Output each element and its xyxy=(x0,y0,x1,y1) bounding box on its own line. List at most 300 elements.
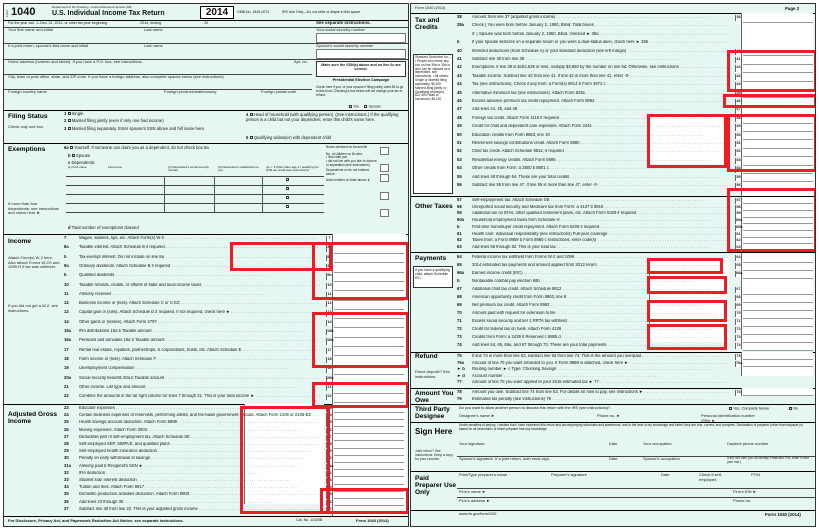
line-number: 61 xyxy=(457,231,462,236)
preparer-title: Paid Preparer Use Only xyxy=(415,475,457,496)
line-number: 64 xyxy=(457,255,462,259)
line-number: 45 xyxy=(457,90,462,95)
form-line xyxy=(457,238,733,244)
amount-input[interactable] xyxy=(743,327,813,335)
line-number: 10 xyxy=(64,282,69,287)
ex-count-box[interactable] xyxy=(380,147,389,155)
exemption-6b[interactable] xyxy=(68,154,268,158)
campaign-title: Presidential Election Campaign xyxy=(332,78,390,82)
line-box-number: 76a xyxy=(735,361,742,367)
amount-input[interactable] xyxy=(743,311,813,319)
dependents-side-note: If more than four dependents, see instructions and check here ► xyxy=(8,201,59,216)
line-box-number: 38 xyxy=(735,15,742,21)
amount-input[interactable] xyxy=(334,471,404,478)
line-box-number: 25 xyxy=(326,420,333,426)
line-label: Credit for child and dependent care expenses. Attach Form 2441 . . . xyxy=(472,124,729,128)
line-box-number: 24 xyxy=(326,413,333,419)
line-label: Alternative minimum tax (see instructions). Attach Form 6251 . . . xyxy=(472,91,729,95)
line-box-number: 67 xyxy=(735,287,742,293)
line-number: b xyxy=(64,254,67,259)
line-box-number: 9b xyxy=(326,273,333,279)
line-label: Health savings account deduction. Attach Form 8889 . . . xyxy=(79,420,320,424)
exemptions-right-notes xyxy=(326,146,378,182)
page2-footer-url: www.irs.gov/form1040 xyxy=(459,512,497,516)
line-number: 42 xyxy=(457,65,462,70)
ex-count-box[interactable] xyxy=(380,164,389,172)
form-1040-page-2 xyxy=(410,3,816,527)
amount-input[interactable] xyxy=(743,303,813,311)
line-label: Penalty on early withdrawal of savings . . . xyxy=(79,456,320,460)
highlight-box xyxy=(320,488,409,514)
line-box-number: 52 xyxy=(735,149,742,155)
fs-label: Married filing separately. Enter spouse's SSN above and full name here. xyxy=(71,126,206,131)
line-number: 55 xyxy=(457,174,462,179)
form-line xyxy=(457,354,733,360)
line-number: 24 xyxy=(64,413,69,418)
fs-checkbox[interactable] xyxy=(250,113,253,116)
page2-header-right: Page 2 xyxy=(785,6,800,11)
line-box-number: 16b xyxy=(326,338,333,344)
highlight-box xyxy=(647,258,723,274)
filing-status-4[interactable] xyxy=(246,112,406,123)
foreign-province-label: Foreign province/state/county xyxy=(164,89,217,94)
third-party-title: Third Party Designee xyxy=(415,406,450,420)
line-box-number: 29 xyxy=(326,449,333,455)
amount-input[interactable] xyxy=(334,442,404,449)
line-number: 40 xyxy=(457,48,462,53)
daytime-phone-label: Daytime phone number xyxy=(727,441,769,446)
line-label: IRA distributions 15a b Taxable amount . . . xyxy=(79,329,320,333)
line-box-number: 43 xyxy=(735,74,742,80)
ex-num: b xyxy=(68,153,71,158)
firm-name-label: Firm's name ► xyxy=(459,489,486,494)
spouse-signature-label: Spouse's signature. If a joint return, both must sign. xyxy=(459,456,551,461)
line-number: 75 xyxy=(457,354,462,358)
line-label: Add lines 23 through 35 . . . xyxy=(79,500,320,504)
amount-input[interactable] xyxy=(743,271,813,279)
line-number: 44 xyxy=(457,82,462,87)
line-label: If your spouse itemizes on a separate return or you were a dual-status alien, check here ► 39b . . . xyxy=(472,40,729,44)
line-label: If line 74 is more than line 63, subtract line 63 from line 74. This is the amount you overpaid . . . xyxy=(472,354,729,358)
spouse-ssn-input[interactable] xyxy=(316,49,406,59)
amount-input[interactable] xyxy=(743,335,813,343)
line-number: 47 xyxy=(457,107,462,112)
ex-count-box[interactable] xyxy=(380,209,389,217)
amount-input[interactable] xyxy=(334,449,404,456)
line-number: 69 xyxy=(457,303,462,307)
ssn-input[interactable] xyxy=(316,33,406,43)
form-line xyxy=(457,211,733,217)
line-box-number: 10 xyxy=(326,283,333,289)
line-box-number: 51 xyxy=(735,141,742,147)
ex-label: Yourself. If someone can claim you as a dependent, do not check box 6a xyxy=(74,145,209,150)
campaign-spouse-checkbox[interactable] xyxy=(364,105,367,108)
address-label: Home address (number and street). If you have a P.O. box, see instructions. xyxy=(8,59,143,64)
preparer-ptin-label: PTIN xyxy=(751,472,761,477)
line-number: 54 xyxy=(457,166,462,171)
dep-checkbox[interactable] xyxy=(286,196,290,200)
amount-input[interactable] xyxy=(334,420,404,427)
form-line xyxy=(457,32,733,38)
line-number: 32 xyxy=(64,470,69,475)
amount-input[interactable] xyxy=(743,255,813,263)
form-line xyxy=(457,23,733,29)
line-label: Self-employed SEP, SIMPLE, and qualified plans . . . xyxy=(79,442,320,446)
line-number: 9a xyxy=(64,263,69,268)
line-box-number: 45 xyxy=(735,91,742,97)
line-box-number: 65 xyxy=(735,263,742,269)
line-number: 59 xyxy=(457,211,462,216)
amount-input[interactable] xyxy=(743,15,813,23)
line-number: 13 xyxy=(64,310,69,315)
line-label: Subtract line 40 from line 38 . . . xyxy=(472,57,729,61)
line-label: Household employment taxes from Schedule H . . . xyxy=(472,218,729,222)
line-label: Moving expenses. Attach Form 3903 . . . xyxy=(79,428,320,432)
spouse-first-label: If a joint return, spouse's first name and initial xyxy=(8,43,89,48)
line-number: 23 xyxy=(64,406,69,410)
line-label: Rental real estate, royalties, partnerships, S corporations, trusts, etc. Attach Schedule E . . . xyxy=(79,348,320,352)
line-number: ► b xyxy=(457,367,465,372)
form-label: Form xyxy=(5,10,9,17)
form-line xyxy=(457,361,733,367)
line-label: Alimony paid b Recipient's SSN ► . . . xyxy=(79,464,320,468)
line-number: 31a xyxy=(64,463,71,468)
right-note: Dependents on 6c not entered above xyxy=(326,168,369,177)
line-box-number: 27 xyxy=(326,435,333,441)
ex-num: c xyxy=(68,160,71,165)
right-note: No. of children on 6c who: xyxy=(326,151,363,156)
form-line xyxy=(457,65,733,71)
line-number: 76a xyxy=(457,360,464,365)
line-label: Business income or (loss). Attach Schedule C or C-EZ . . . xyxy=(79,301,320,305)
fs-checkbox[interactable] xyxy=(250,136,253,139)
dep-checkbox[interactable] xyxy=(286,187,290,191)
line-number: 74 xyxy=(457,343,462,347)
form-line xyxy=(457,183,733,189)
ex-num: 6a xyxy=(64,145,69,150)
line-box-number: 11 xyxy=(326,292,333,298)
line-label: Self-employment tax. Attach Schedule SE . . . xyxy=(472,198,729,202)
line-label: Deductible part of self-employment tax. Attach Schedule SE . . . xyxy=(79,435,320,439)
line-box-number: 8b xyxy=(326,255,333,261)
line-number: 12 xyxy=(64,301,69,306)
filing-status-5[interactable] xyxy=(246,136,406,140)
third-party-question: Do you want to allow another person to discuss this return with the IRS (see instructions)? xyxy=(459,406,611,410)
last-name-label: Last name xyxy=(144,27,163,32)
dep-col: (2) Dependent's social security number xyxy=(168,165,209,172)
line-number: 30 xyxy=(64,456,69,461)
firm-ein-label: Firm's EIN ► xyxy=(733,489,757,494)
payments-side-note: If you have a qualifying child, attach Schedule EIC. xyxy=(413,266,453,288)
line-number: 27 xyxy=(64,434,69,439)
line-number: 49 xyxy=(457,124,462,129)
line-label: Other income. List type and amount . . . xyxy=(79,385,320,389)
ip-pin-label: If the IRS sent you an Identity Protection PIN, enter it here (see inst.) xyxy=(727,456,810,464)
dept-label xyxy=(52,6,202,9)
page2-footer-form: Form 1040 (2014) xyxy=(765,512,801,517)
line-number: 39a xyxy=(457,23,464,28)
dep-checkbox[interactable] xyxy=(286,178,290,182)
amount-input[interactable] xyxy=(334,456,404,463)
form-line xyxy=(457,205,733,211)
sign-date-label: Date xyxy=(609,441,618,446)
amount-input[interactable] xyxy=(743,390,813,396)
line-label: Subtract line 55 from line 47. If line 55 is more than line 47, enter -0- . . . xyxy=(472,183,729,187)
tax-year-line xyxy=(8,22,208,26)
line-number: 34 xyxy=(64,485,69,490)
line-label: Alimony received . . . xyxy=(79,292,320,296)
line-label: Excess social security and tier 1 RRTA tax withheld . . . xyxy=(472,319,729,323)
amount-input[interactable] xyxy=(743,361,813,367)
amount-input[interactable] xyxy=(743,287,813,295)
line-box-number: 18 xyxy=(326,357,333,363)
ex-checkbox[interactable] xyxy=(72,154,75,157)
filing-status-2[interactable] xyxy=(64,119,254,123)
line-number: 19 xyxy=(64,366,69,371)
line-label: Farm income or (loss). Attach Schedule F . . . xyxy=(79,357,320,361)
line-number: 16a xyxy=(64,338,71,343)
line-number: 43 xyxy=(457,73,462,78)
exemptions-title: Exemptions xyxy=(8,146,46,153)
amount-input[interactable] xyxy=(743,263,813,271)
line-box-number: 8a xyxy=(326,245,333,251)
preparer-check-label: Check if self-employed xyxy=(699,472,723,482)
fs-checkbox[interactable] xyxy=(68,119,71,122)
line-label: Other credits from Form: a 3800 b 8801 c . . . xyxy=(472,166,729,170)
line-box-number: 59 xyxy=(735,211,742,217)
form-line xyxy=(64,394,324,400)
amount-input[interactable] xyxy=(743,175,813,183)
form-number-block xyxy=(5,6,36,20)
form-line xyxy=(457,380,733,386)
fs-checkbox[interactable] xyxy=(68,112,71,115)
amount-input[interactable] xyxy=(743,354,813,360)
highlight-box xyxy=(647,324,727,350)
exemption-6d xyxy=(68,226,323,230)
exemption-6a[interactable] xyxy=(64,146,324,150)
line-label: Amount of line 75 you want refunded to you. If Form 8888 is attached, check here ► . . . xyxy=(472,361,729,365)
payments-title: Payments xyxy=(415,255,447,262)
line-box-number: 72 xyxy=(735,327,742,333)
form-line xyxy=(457,82,733,88)
spouse-ssn-label: Spouse's social security number xyxy=(316,43,374,48)
dept-code: (99) xyxy=(126,5,132,9)
line-box-number: 26 xyxy=(326,428,333,434)
campaign-you-checkbox[interactable] xyxy=(349,105,352,108)
filing-status-title: Filing Status xyxy=(8,113,48,120)
amount-input[interactable] xyxy=(334,413,404,420)
amount-input[interactable] xyxy=(334,435,404,442)
filing-status-note: Check only one box. xyxy=(8,124,45,129)
page2-header-left: Form 1040 (2014) xyxy=(415,6,446,10)
dept-text: Department of the Treasury—Internal Revenue Service xyxy=(52,5,126,9)
line-box-number: 28 xyxy=(326,442,333,448)
spouse-date-label: Date xyxy=(609,456,618,461)
line-label: Credits from Form: a 2439 b Reserved c 8885 d . . . xyxy=(472,335,729,339)
line-number: 58 xyxy=(457,204,462,209)
form-line xyxy=(64,385,324,391)
ex-checkbox[interactable] xyxy=(70,146,73,149)
highlight-box xyxy=(312,382,409,408)
highlight-box xyxy=(727,50,816,92)
line-number: 14 xyxy=(64,319,69,324)
line-label: Student loan interest deduction . . . xyxy=(79,478,320,482)
ex-label: Total number of exemptions claimed xyxy=(71,225,139,230)
no-label: No xyxy=(793,406,799,411)
third-party-yes[interactable] xyxy=(729,407,770,411)
footer-cat: Cat. No. 11320B xyxy=(296,518,323,522)
line-label: Unemployment compensation . . . xyxy=(79,366,320,370)
line-box-number: 49 xyxy=(735,124,742,130)
line-box-number: 57 xyxy=(735,198,742,204)
form-line xyxy=(457,198,733,204)
form-line xyxy=(457,99,733,105)
line-label: Amount paid with request for extension to file . . . xyxy=(472,311,729,315)
line-number: 22 xyxy=(64,394,69,399)
line-number: 60a xyxy=(457,218,464,223)
highlight-box xyxy=(312,242,409,300)
line-number: 52 xyxy=(457,149,462,154)
line-box-number: 40 xyxy=(735,49,742,55)
first-name-label: Your first name and initial xyxy=(8,27,53,32)
line-label: Itemized deductions (from Schedule A) or your standard deduction (see left margin) . . . xyxy=(472,49,729,53)
line-box-number: 74 xyxy=(735,343,742,349)
occupation-label: Your occupation xyxy=(643,441,672,446)
line-number: 77 xyxy=(457,380,462,385)
line-label: Tax-exempt interest. Do not include on line 8a . . . xyxy=(79,255,320,259)
amount-input[interactable] xyxy=(743,295,813,303)
line-label: Child tax credit. Attach Schedule 8812, if required . . . xyxy=(472,149,729,153)
line-box-number: 47 xyxy=(735,107,742,113)
line-number: 56 xyxy=(457,183,462,187)
line-number: 15a xyxy=(64,329,71,333)
line-number: 7 xyxy=(64,236,67,240)
form-line xyxy=(64,292,324,298)
dep-col: (4) ✓ if child under age 17 qualifying for child tax credit (see instructions) xyxy=(266,165,319,172)
campaign-checks xyxy=(349,105,381,109)
line-number: 26 xyxy=(64,427,69,432)
other-taxes-title: Other Taxes xyxy=(415,203,453,210)
line-number: 33 xyxy=(64,478,69,482)
tax-year-end: , 20 xyxy=(202,21,209,25)
line-label: Federal income tax withheld from Forms W-2 and 1099 . . . xyxy=(472,255,729,259)
form-line xyxy=(457,107,733,113)
form-line xyxy=(457,49,733,55)
line-box-number: 7 xyxy=(326,236,333,242)
sign-title: Sign Here xyxy=(415,427,453,436)
foreign-country-label: Foreign country name xyxy=(8,89,47,94)
line-label: Certain business expenses of reservists, performing artists, and fee-basis government officials. Attach Form 2106 or 2106-EZ . . . xyxy=(79,413,320,417)
amount-input[interactable] xyxy=(743,343,813,351)
amount-input[interactable] xyxy=(743,319,813,327)
right-note: • did not live with you due to divorce or separation (see instructions) xyxy=(326,159,377,167)
line-number: 25 xyxy=(64,420,69,425)
fs-label: Qualifying widow(er) with dependent child xyxy=(253,135,331,140)
line-box-number: 61 xyxy=(735,232,742,238)
line-number: 35 xyxy=(64,492,69,497)
line-label: Account number . . . xyxy=(472,374,729,378)
ex-count-box[interactable] xyxy=(380,174,389,182)
line-box-number: 70 xyxy=(735,311,742,317)
line-box-number: 54 xyxy=(735,166,742,172)
line-number: 29 xyxy=(64,449,69,454)
line-label: Foreign tax credit. Attach Form 1116 if required . . . xyxy=(472,116,729,120)
line-number: 17 xyxy=(64,347,69,352)
line-label: Add lines 64, 65, 66a, and 67 through 73. These are your total payments . . . xyxy=(472,343,729,347)
line-label: Tax (see instructions). Check if any from: a Form(s) 8814 b Form 4972 c . . . xyxy=(472,82,729,86)
omb-number: OMB No. 1545-0074 xyxy=(237,10,270,14)
filing-status-3[interactable] xyxy=(64,126,249,131)
line-label: Capital gain or (loss). Attach Schedule D if required. If not required, check here ► . . . xyxy=(79,310,320,314)
tax-year-begin: For the year Jan. 1–Dec. 31, 2014, or other tax year beginning xyxy=(8,21,108,25)
line-box-number: 23 xyxy=(326,406,333,412)
form-line xyxy=(64,283,324,289)
line-number: 79 xyxy=(457,396,462,401)
amount-input[interactable] xyxy=(334,464,404,471)
line-number: 70 xyxy=(457,311,462,315)
line-label: Domestic production activities deduction. Attach Form 8903 . . . xyxy=(79,492,320,496)
income-side-note-2: If you did not get a W-2, see instructions. xyxy=(8,303,58,313)
highlight-box xyxy=(647,114,727,168)
line-box-number: 12 xyxy=(326,301,333,307)
line-label: Earned income credit (EIC) . . . xyxy=(472,271,729,275)
line-box-number: 64 xyxy=(735,255,742,261)
footer-form: Form 1040 (2014) xyxy=(356,518,389,523)
line-box-number: 17 xyxy=(326,348,333,354)
dep-col: Last name xyxy=(108,165,123,169)
line-box-number: 73 xyxy=(735,335,742,341)
dep-checkbox[interactable] xyxy=(286,205,290,209)
your-signature-label: Your signature xyxy=(459,441,485,446)
amount-input[interactable] xyxy=(334,301,404,310)
line-label: Unreported social security and Medicare tax from Form: a 4137 b 8919 . . . xyxy=(472,205,729,209)
form-line xyxy=(457,15,733,21)
line-label: Tuition and fees. Attach Form 8917 . . . xyxy=(79,485,320,489)
line-label: 2014 estimated tax payments and amount applied from 2013 return . . . xyxy=(472,263,729,267)
fs-checkbox[interactable] xyxy=(68,127,71,130)
third-party-no[interactable] xyxy=(789,407,798,411)
ex-num: d xyxy=(68,225,71,230)
campaign-text: Check here if you, or your spouse if filing jointly, want $3 to go to this fund. Checking a box below will not change your tax or refund. xyxy=(316,85,404,97)
line-box-number: 14 xyxy=(326,320,333,326)
form-line xyxy=(64,329,324,335)
ex-count-box[interactable] xyxy=(380,192,389,200)
designee-name-label: Designee's name ► xyxy=(459,413,495,418)
line-label: Credit for federal tax on fuels. Attach Form 4136 . . . xyxy=(472,327,729,331)
amount-input[interactable] xyxy=(334,478,404,485)
line-label: Taxable interest. Attach Schedule B if required . . . xyxy=(79,245,320,249)
highlight-box xyxy=(240,406,330,514)
line-number: 71 xyxy=(457,319,462,323)
highlight-box xyxy=(723,94,816,108)
line-label: Amount of line 75 you want applied to your 2015 estimated tax ► 77 . . . xyxy=(472,380,729,384)
form-line xyxy=(457,225,733,231)
line-label: Routing number ► c Type: Checking Savings . . . xyxy=(472,367,729,371)
line-box-number: 37 xyxy=(326,507,333,513)
form-line xyxy=(457,218,733,224)
line-number: 62 xyxy=(457,238,462,243)
dependents-table xyxy=(66,176,324,214)
line-number: 18 xyxy=(64,356,69,361)
line-label: Ordinary dividends. Attach Schedule B if required . . . xyxy=(79,264,320,268)
tax-credits-title: Tax and Credits xyxy=(415,17,440,31)
line-number: 65 xyxy=(457,263,462,267)
tax-year: 2014 xyxy=(200,6,234,19)
line-number: 63 xyxy=(457,244,462,249)
line-box-number: 32 xyxy=(326,471,333,477)
amount-input[interactable] xyxy=(334,428,404,435)
filing-status-1[interactable] xyxy=(64,112,254,116)
